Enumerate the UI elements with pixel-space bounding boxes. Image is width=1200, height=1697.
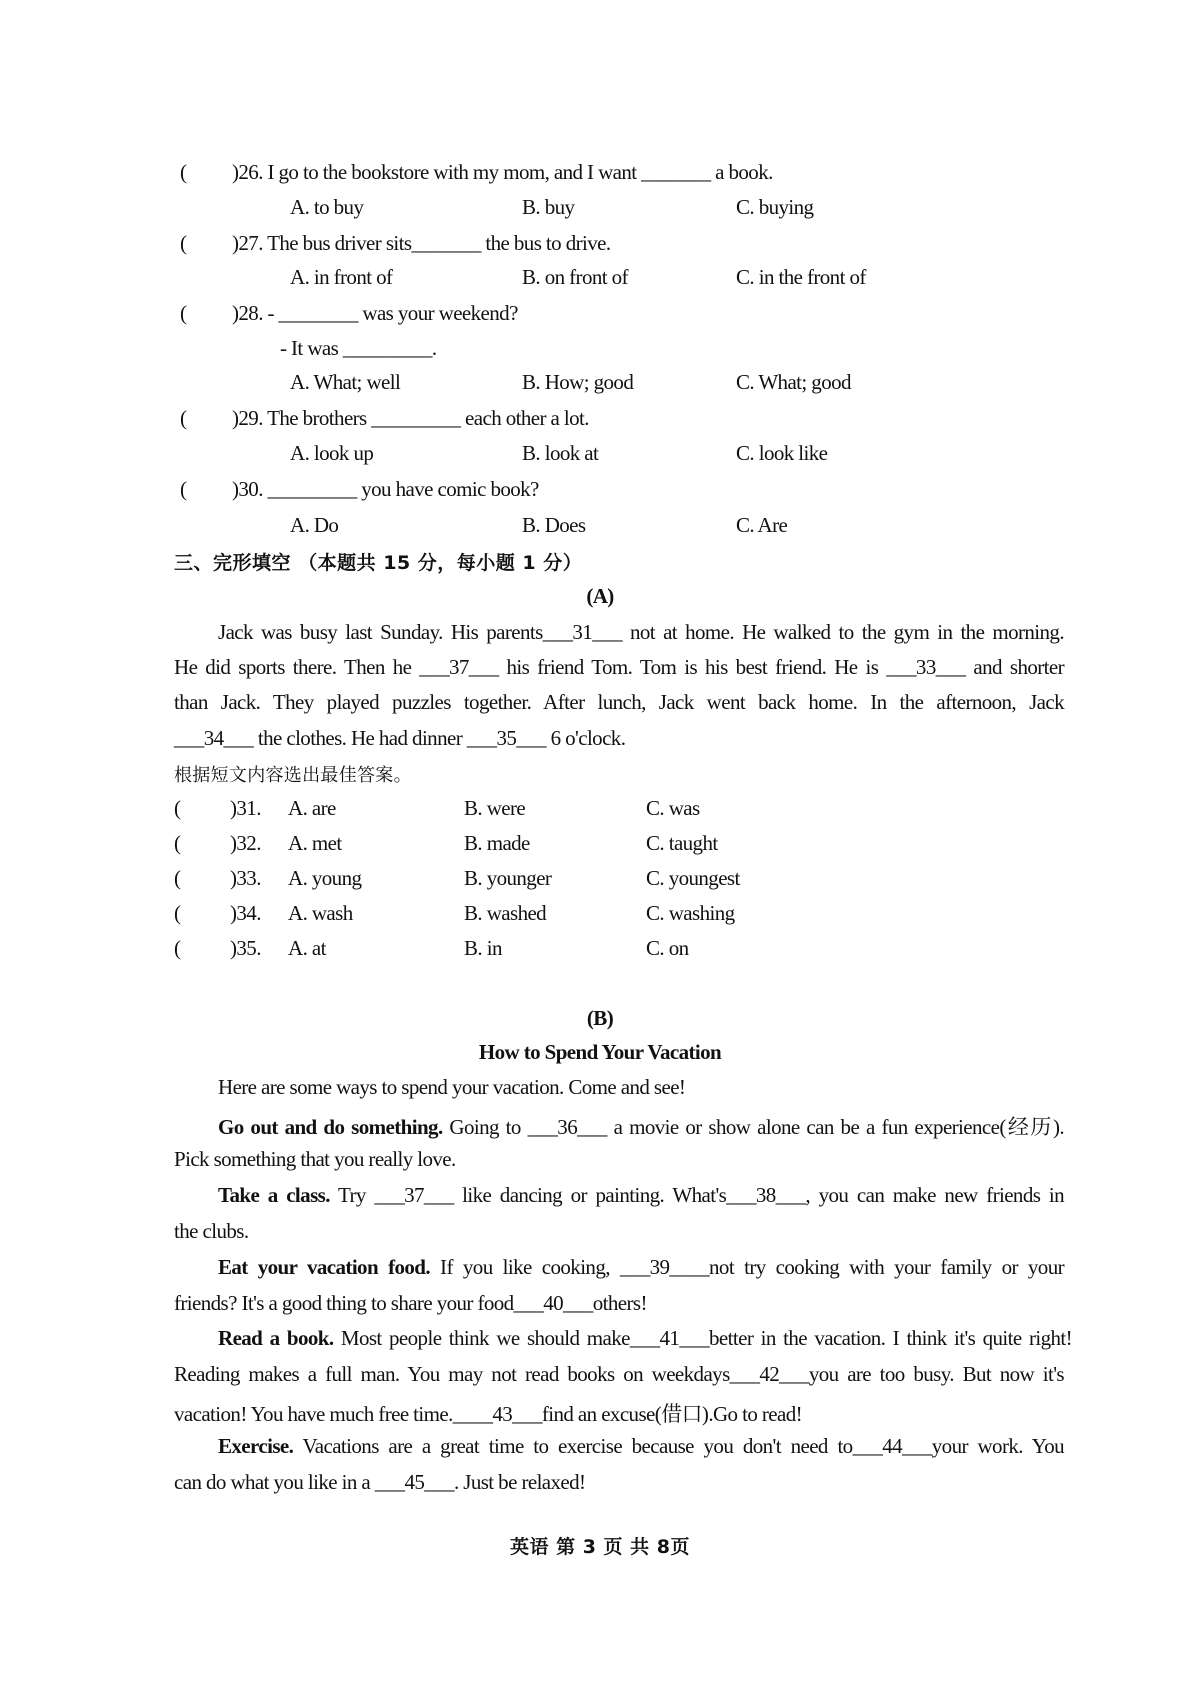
answer-paren: ( [180,301,187,325]
option-b: B. made [464,831,530,855]
question-number: )32. [230,831,261,855]
answer-paren: ( [180,477,187,501]
option-b: B. younger [464,866,552,890]
option-a: A. wash [288,901,353,925]
option-a: A. What; well [290,370,401,394]
paragraph-heading: Take a class. [218,1183,330,1207]
option-a: A. young [288,866,362,890]
option-a: A. in front of [290,265,393,289]
option-b: B. buy [522,195,575,219]
option-b: B. in [464,936,502,960]
answer-paren: ( [180,231,187,255]
paragraph-text: Vacations are a great time to exercise because you don't need to___44___your work. You [293,1434,1064,1458]
answer-paren: ( [180,406,187,430]
paragraph-text: If you like cooking, ___39____not try cooking with your family or your [430,1255,1064,1279]
paragraph-line [218,1434,1064,1459]
paragraph-heading: Go out and do something. [218,1115,443,1139]
passage-a-line: than Jack. They played puzzles together. After lunch, Jack went back home. In the afternoon, Jack [174,690,1064,714]
option-c: C. washing [646,901,735,925]
option-b: B. washed [464,901,547,925]
answer-paren: ( [174,901,181,925]
question-number: )34. [230,901,261,925]
option-c: C. in the front of [736,265,866,289]
paragraph-line: Pick something that you really love. [174,1147,456,1171]
paragraph-heading: Read a book. [218,1326,334,1350]
option-a: A. at [288,936,326,960]
page-footer: 英语 第 3 页 共 8页 [509,1536,690,1558]
option-c: C. buying [736,195,814,219]
paragraph-text: Try ___37___ like dancing or painting. What's___38___, you can make new friends in [329,1183,1064,1207]
answer-paren: ( [174,936,181,960]
passage-b-title: How to Spend Your Vacation [478,1040,722,1064]
paragraph-line: friends? It's a good thing to share your food___40___others! [174,1291,647,1315]
question-29-stem: )29. The brothers _________ each other a lot. [232,406,589,430]
passage-a-line: ___34___ the clothes. He had dinner ___35___ 6 o'clock. [174,726,626,750]
paragraph-heading: Eat your vacation food. [218,1255,431,1279]
answer-paren: ( [174,831,181,855]
paragraph-line: vacation! You have much free time.____43___find an excuse(借口).Go to read! [174,1402,803,1426]
paragraph-text: Most people think we should make___41___better in the vacation. I think it's quite right! [333,1326,1072,1350]
answer-paren: ( [174,796,181,820]
option-c: C. youngest [646,866,740,890]
paragraph-heading: Exercise. [218,1434,294,1458]
option-b: B. look at [522,441,599,465]
option-c: C. was [646,796,700,820]
option-c: C. on [646,936,689,960]
answer-paren: ( [180,160,187,184]
passage-a-line: He did sports there. Then he ___37___ his friend Tom. Tom is his best friend. He is ___33___ and shorter [174,655,1064,679]
paragraph-line [218,1183,1064,1208]
section-heading: 三、完形填空 （本题共 15 分，每小题 1 分） [174,552,583,574]
instruction: 根据短文内容选出最佳答案。 [174,765,412,786]
option-a: A. Do [290,513,339,537]
paragraph-line: the clubs. [174,1219,249,1243]
paragraph-line [218,1255,1064,1280]
option-b: B. How; good [522,370,634,394]
option-b: B. on front of [522,265,628,289]
option-b: B. Does [522,513,586,537]
option-c: C. Are [736,513,788,537]
question-number: )35. [230,936,261,960]
question-26-stem: )26. I go to the bookstore with my mom, and I want _______ a book. [232,160,773,184]
passage-b-label: (B) [586,1006,614,1030]
passage-a-label: (A) [586,584,614,608]
question-27-stem: )27. The bus driver sits_______ the bus to drive. [232,231,611,255]
option-c: C. What; good [736,370,851,394]
question-number: )33. [230,866,261,890]
paragraph-text: Going to ___36___ a movie or show alone can be a fun experience(经历). [442,1115,1064,1139]
option-a: A. are [288,796,336,820]
option-a: A. met [288,831,342,855]
paragraph-line: can do what you like in a ___45___. Just be relaxed! [174,1470,586,1494]
question-30-stem: )30. _________ you have comic book? [232,477,539,501]
question-28-reply: - It was _________. [280,336,437,360]
option-c: C. taught [646,831,718,855]
option-b: B. were [464,796,526,820]
question-number: )31. [230,796,261,820]
paragraph-line [218,1326,1072,1351]
question-28-stem: )28. - ________ was your weekend? [232,301,518,325]
answer-paren: ( [174,866,181,890]
paragraph-line [218,1111,1064,1141]
option-c: C. look like [736,441,828,465]
option-a: A. to buy [290,195,364,219]
passage-a-line: Jack was busy last Sunday. His parents___31___ not at home. He walked to the gym in the morning. [218,620,1064,644]
paragraph-line: Reading makes a full man. You may not read books on weekdays___42___you are too busy. But now it's [174,1362,1064,1386]
option-a: A. look up [290,441,374,465]
passage-b-intro: Here are some ways to spend your vacation. Come and see! [218,1075,686,1099]
